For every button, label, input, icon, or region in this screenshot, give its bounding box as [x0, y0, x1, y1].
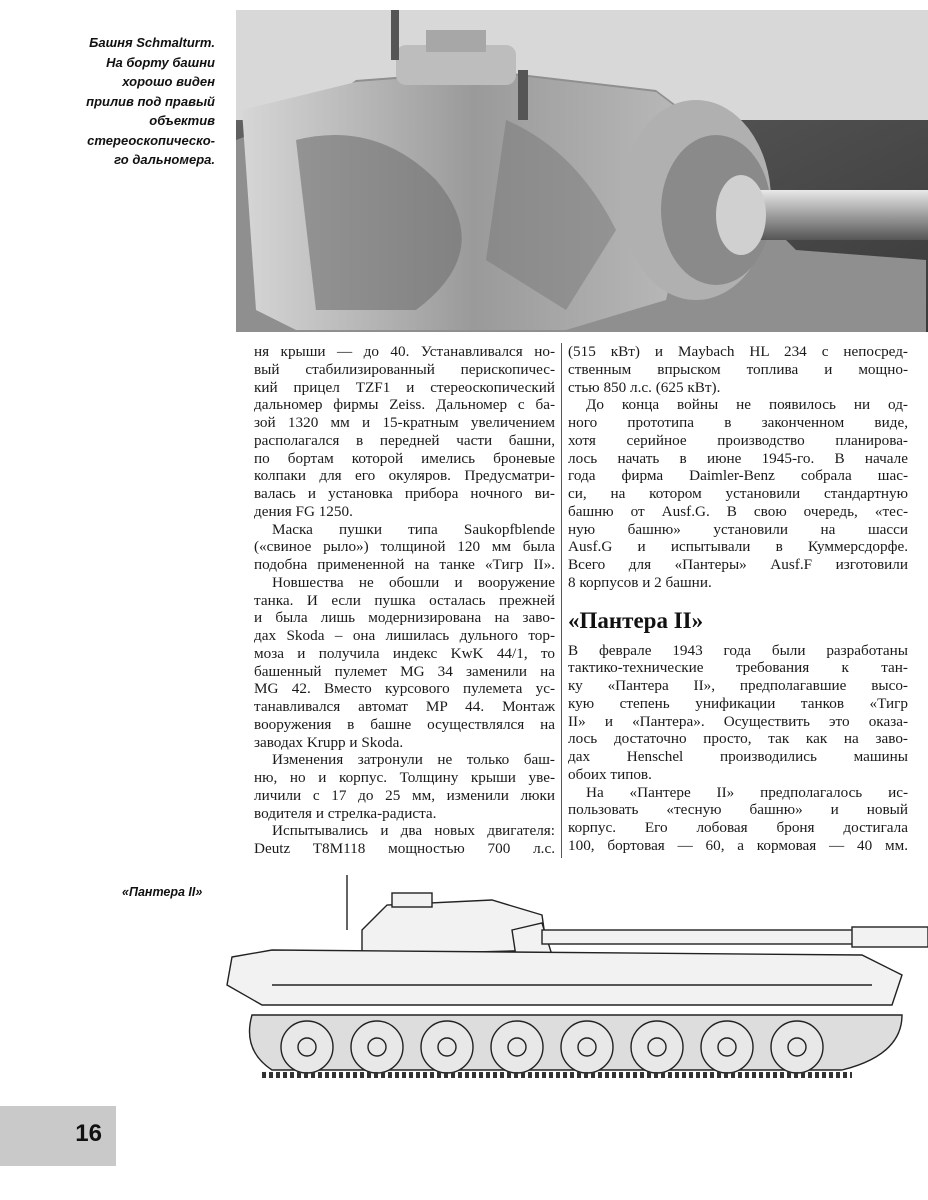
- text-line: стью 850 л.с. (625 кВт).: [568, 378, 721, 396]
- text-line: подобна примененной на танке «Тигр II».: [254, 556, 555, 573]
- text-line: корпус. Его лобовая броня достигала: [568, 819, 908, 836]
- text-line: си, на котором установили стандартную: [568, 485, 908, 502]
- text-line: ственным впрыском топлива и мощно-: [568, 360, 908, 378]
- right-text-column: [568, 343, 908, 855]
- text-line: башню от Ausf.G. В свою очередь, «тес-: [568, 502, 908, 520]
- text-line: кий прицел TZF1 и стереоскопический: [254, 378, 555, 396]
- wheel-hub: [788, 1038, 806, 1056]
- page-number: 16: [75, 1120, 102, 1147]
- text-line: личили с 17 до 25 мм, изменили люки: [254, 786, 555, 804]
- text-line: валась и установка прибора ночного ви-: [254, 485, 555, 502]
- text-line: вый стабилизированный перископичес-: [254, 360, 555, 378]
- wheel-hub: [578, 1038, 596, 1056]
- text-line: обоих типов.: [568, 765, 652, 783]
- text-line: До конца войны не появилось ни од-: [586, 396, 908, 414]
- text-line: вооружения в башне осуществлялся на: [254, 715, 555, 733]
- text-line: дальномер фирмы Zeiss. Дальномер с ба-: [254, 396, 555, 414]
- text-line: пользовать «тесную башню» и новый: [568, 801, 908, 819]
- text-line: и была лишь модернизирована на заво-: [254, 609, 555, 627]
- text-line: дах Skoda – она лишилась дульного тор-: [254, 627, 555, 644]
- text-line: располагался в передней части башни,: [254, 431, 555, 449]
- text-line: Deutz T8M118 мощностью 700 л.с.: [254, 840, 555, 857]
- section-heading: «Пантера II»: [568, 607, 704, 633]
- text-line: 8 корпусов и 2 башни.: [568, 573, 712, 591]
- text-line: ную башню» установили на шасси: [568, 520, 908, 538]
- text-line: Всего для «Пантеры» Ausf.F изготовили: [568, 556, 908, 573]
- text-line: 100, бортовая — 60, а кормовая — 40 мм.: [568, 836, 908, 854]
- text-line: ня крыши — до 40. Устанавливался но-: [254, 343, 555, 360]
- text-line: ку «Пантера II», предполагавшие высо-: [568, 677, 908, 694]
- text-line: MG 42. Вместо курсового пулемета ус-: [254, 680, 555, 698]
- caption-line: Башня Schmalturm.: [89, 35, 215, 50]
- text-line: танавливался автомат MP 44. Монтаж: [254, 698, 555, 715]
- text-line: Ausf.G и испытывали в Куммерсдорфе.: [568, 538, 908, 556]
- text-line: танка. И если пушка осталась прежней: [254, 591, 555, 609]
- wheel-hub: [718, 1038, 736, 1056]
- text-line: Маска пушки типа Saukopfblende: [272, 520, 555, 538]
- text-line: На «Пантере II» предполагалось ис-: [586, 783, 908, 801]
- text-line: II» и «Пантера». Осуществить это оказа-: [568, 712, 908, 730]
- left-text-column: [254, 343, 555, 858]
- text-line: башенный пулемет MG 34 заменили на: [254, 662, 555, 680]
- text-line: водителя и стрелка-радиста.: [254, 804, 437, 822]
- text-line: года фирма Daimler-Benz собрала шас-: [568, 467, 908, 485]
- wheel-hub: [648, 1038, 666, 1056]
- photo-caption: [5, 33, 215, 170]
- text-line: ного прототипа в законченном виде,: [568, 414, 908, 431]
- turret-photo: [236, 10, 928, 332]
- text-line: («свиное рыло») толщиной 120 мм была: [254, 538, 555, 556]
- column-divider: [561, 343, 562, 858]
- text-line: Испытывались и два новых двигателя:: [272, 822, 555, 840]
- text-line: кую степень унификации танков «Тигр: [568, 694, 908, 712]
- wheel-hub: [508, 1038, 526, 1056]
- text-line: дения FG 1250.: [254, 502, 353, 520]
- text-line: В феврале 1943 года были разработаны: [568, 641, 908, 659]
- text-line: Новшества не обошли и вооружение: [272, 573, 555, 591]
- text-line: по бортам которой имелись броневые: [254, 449, 555, 467]
- panther-ii-side-drawing: [212, 875, 928, 1095]
- text-line: моза и получила индекс KwK 44/1, то: [254, 644, 555, 662]
- caption-line: На борту башни: [106, 54, 215, 70]
- figure-caption: «Пантера II»: [122, 885, 203, 899]
- text-line: лось начать в июне 1945-го. В начале: [568, 449, 908, 467]
- text-line: Изменения затронули не только баш-: [272, 751, 555, 769]
- caption-line: прилив под правый: [86, 93, 215, 109]
- text-line: зой 1320 мм и 15-кратным увеличением: [254, 414, 555, 431]
- caption-line: хорошо виден: [122, 74, 215, 89]
- caption-line: стереоскопическо-: [87, 132, 215, 148]
- text-line: лось достаточно просто, так как на заво-: [568, 730, 908, 748]
- text-line: (515 кВт) и Maybach HL 234 с непосред-: [568, 343, 908, 360]
- caption-line: объектив: [149, 113, 215, 128]
- wheel-hub: [368, 1038, 386, 1056]
- text-line: заводах Krupp и Skoda.: [254, 733, 404, 751]
- caption-line: го дальномера.: [114, 152, 215, 167]
- text-line: тактико-технические требования к тан-: [568, 659, 908, 677]
- text-line: ню, но и корпус. Толщину крыши уве-: [254, 769, 555, 786]
- text-line: хотя серийное производство планирова-: [568, 431, 908, 449]
- wheel-hub: [298, 1038, 316, 1056]
- text-line: колпаки для его окуляров. Предусматри-: [254, 467, 555, 485]
- page-number-box: [0, 1106, 116, 1166]
- wheel-hub: [438, 1038, 456, 1056]
- text-line: дах Henschel производились машины: [568, 748, 908, 765]
